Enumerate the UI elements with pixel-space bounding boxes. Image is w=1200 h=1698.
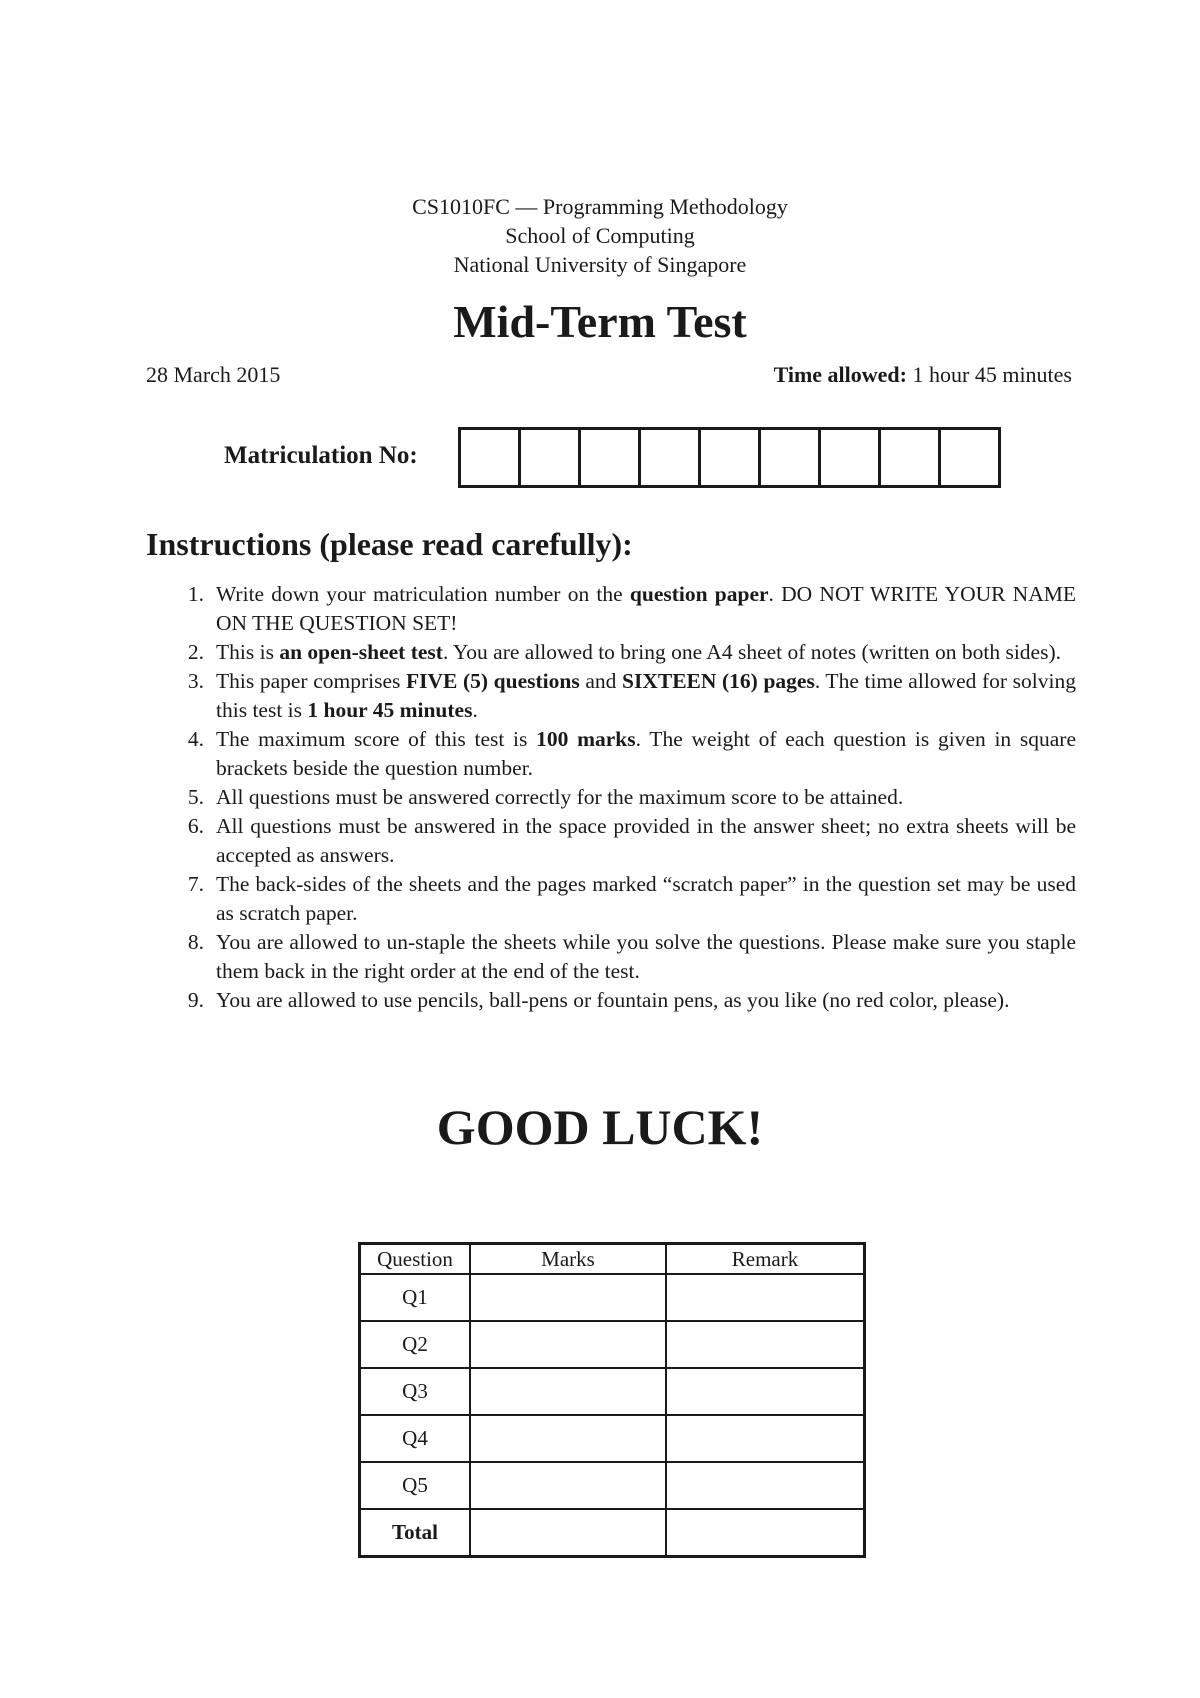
instruction-item	[146, 812, 1076, 870]
time-allowed	[774, 362, 1072, 388]
course-name: CS1010FC — Programming Methodology	[412, 194, 788, 219]
table-row	[360, 1368, 865, 1415]
exam-date: 28 March 2015	[146, 362, 281, 387]
instruction-number: 9.	[187, 988, 204, 1012]
matriculation-box[interactable]	[641, 430, 701, 485]
instruction-text: All questions must be answered in the space provided in the answer sheet; no extra sheets will be accepted as answers.	[216, 814, 1076, 867]
marks-table	[358, 1242, 866, 1558]
remark-cell[interactable]	[666, 1274, 865, 1321]
time-allowed-label: Time allowed:	[773, 362, 907, 387]
remark-cell[interactable]	[666, 1368, 865, 1415]
instruction-item	[146, 580, 1076, 638]
question-cell: Q1	[360, 1274, 471, 1321]
instruction-number: 4.	[187, 727, 204, 751]
remark-cell[interactable]	[666, 1415, 865, 1462]
instruction-text: This paper comprises FIVE (5) questions and SIXTEEN (16) pages. The time allowed for solving this test is 1 hour 45 minutes.	[216, 669, 1076, 722]
matriculation-box[interactable]	[701, 430, 761, 485]
instruction-text: You are allowed to un-staple the sheets while you solve the questions. Please make sure you staple them back in the right order at the end of the test.	[216, 930, 1076, 983]
time-allowed-value: 1 hour 45 minutes	[912, 362, 1072, 387]
instruction-number: 1.	[187, 582, 204, 606]
marks-cell[interactable]	[470, 1415, 666, 1462]
matriculation-box[interactable]	[461, 430, 521, 485]
question-cell: Total	[360, 1509, 471, 1557]
matriculation-box[interactable]	[821, 430, 881, 485]
marks-cell[interactable]	[470, 1462, 666, 1509]
instruction-number: 5.	[187, 785, 204, 809]
instruction-item	[146, 667, 1076, 725]
marks-cell[interactable]	[470, 1321, 666, 1368]
instruction-number: 8.	[187, 930, 204, 954]
instruction-number: 6.	[187, 814, 204, 838]
instruction-item	[146, 928, 1076, 986]
matriculation-box[interactable]	[521, 430, 581, 485]
instruction-text: This is an open-sheet test. You are allowed to bring one A4 sheet of notes (written on both sides).	[216, 640, 1061, 664]
page-title: Mid-Term Test	[453, 296, 747, 347]
question-cell: Q3	[360, 1368, 471, 1415]
instruction-text: Write down your matriculation number on the question paper. DO NOT WRITE YOUR NAME ON THE QUESTION SET!	[216, 582, 1076, 635]
table-row	[360, 1415, 865, 1462]
instruction-number: 3.	[187, 669, 204, 693]
marks-cell[interactable]	[470, 1509, 666, 1557]
good-luck-text: GOOD LUCK!	[436, 1099, 764, 1155]
instruction-item	[146, 783, 1076, 812]
instructions-list	[146, 580, 1076, 1015]
matriculation-boxes	[458, 427, 1001, 488]
marks-table-header-row	[360, 1244, 865, 1275]
instruction-item	[146, 725, 1076, 783]
header-block	[0, 192, 1200, 279]
school-name: School of Computing	[505, 223, 695, 248]
instruction-number: 7.	[187, 872, 204, 896]
question-cell: Q2	[360, 1321, 471, 1368]
marks-cell[interactable]	[470, 1368, 666, 1415]
university-name: National University of Singapore	[453, 252, 747, 277]
instruction-text: All questions must be answered correctly for the maximum score to be attained.	[216, 785, 904, 809]
instruction-item	[146, 986, 1076, 1015]
instruction-number: 2.	[187, 640, 204, 664]
matriculation-box[interactable]	[881, 430, 941, 485]
question-cell: Q4	[360, 1415, 471, 1462]
remark-cell[interactable]	[666, 1321, 865, 1368]
table-row	[360, 1462, 865, 1509]
marks-cell[interactable]	[470, 1274, 666, 1321]
header-marks: Marks	[470, 1244, 666, 1275]
table-row	[360, 1509, 865, 1557]
instructions-heading: Instructions (please read carefully):	[146, 526, 633, 562]
instruction-item	[146, 870, 1076, 928]
remark-cell[interactable]	[666, 1462, 865, 1509]
instruction-text: The back-sides of the sheets and the pages marked “scratch paper” in the question set may be used as scratch paper.	[216, 872, 1076, 925]
matriculation-box[interactable]	[581, 430, 641, 485]
matriculation-box[interactable]	[761, 430, 821, 485]
instruction-text: The maximum score of this test is 100 marks. The weight of each question is given in square brackets beside the question number.	[216, 727, 1077, 780]
header-question: Question	[360, 1244, 471, 1275]
header-remark: Remark	[666, 1244, 865, 1275]
remark-cell[interactable]	[666, 1509, 865, 1557]
table-row	[360, 1274, 865, 1321]
matriculation-box[interactable]	[941, 430, 998, 485]
instruction-item	[146, 638, 1076, 667]
question-cell: Q5	[360, 1462, 471, 1509]
instruction-text: You are allowed to use pencils, ball-pens or fountain pens, as you like (no red color, please).	[216, 988, 1010, 1012]
matriculation-label: Matriculation No:	[224, 442, 418, 469]
marks-table-body	[360, 1274, 865, 1557]
table-row	[360, 1321, 865, 1368]
